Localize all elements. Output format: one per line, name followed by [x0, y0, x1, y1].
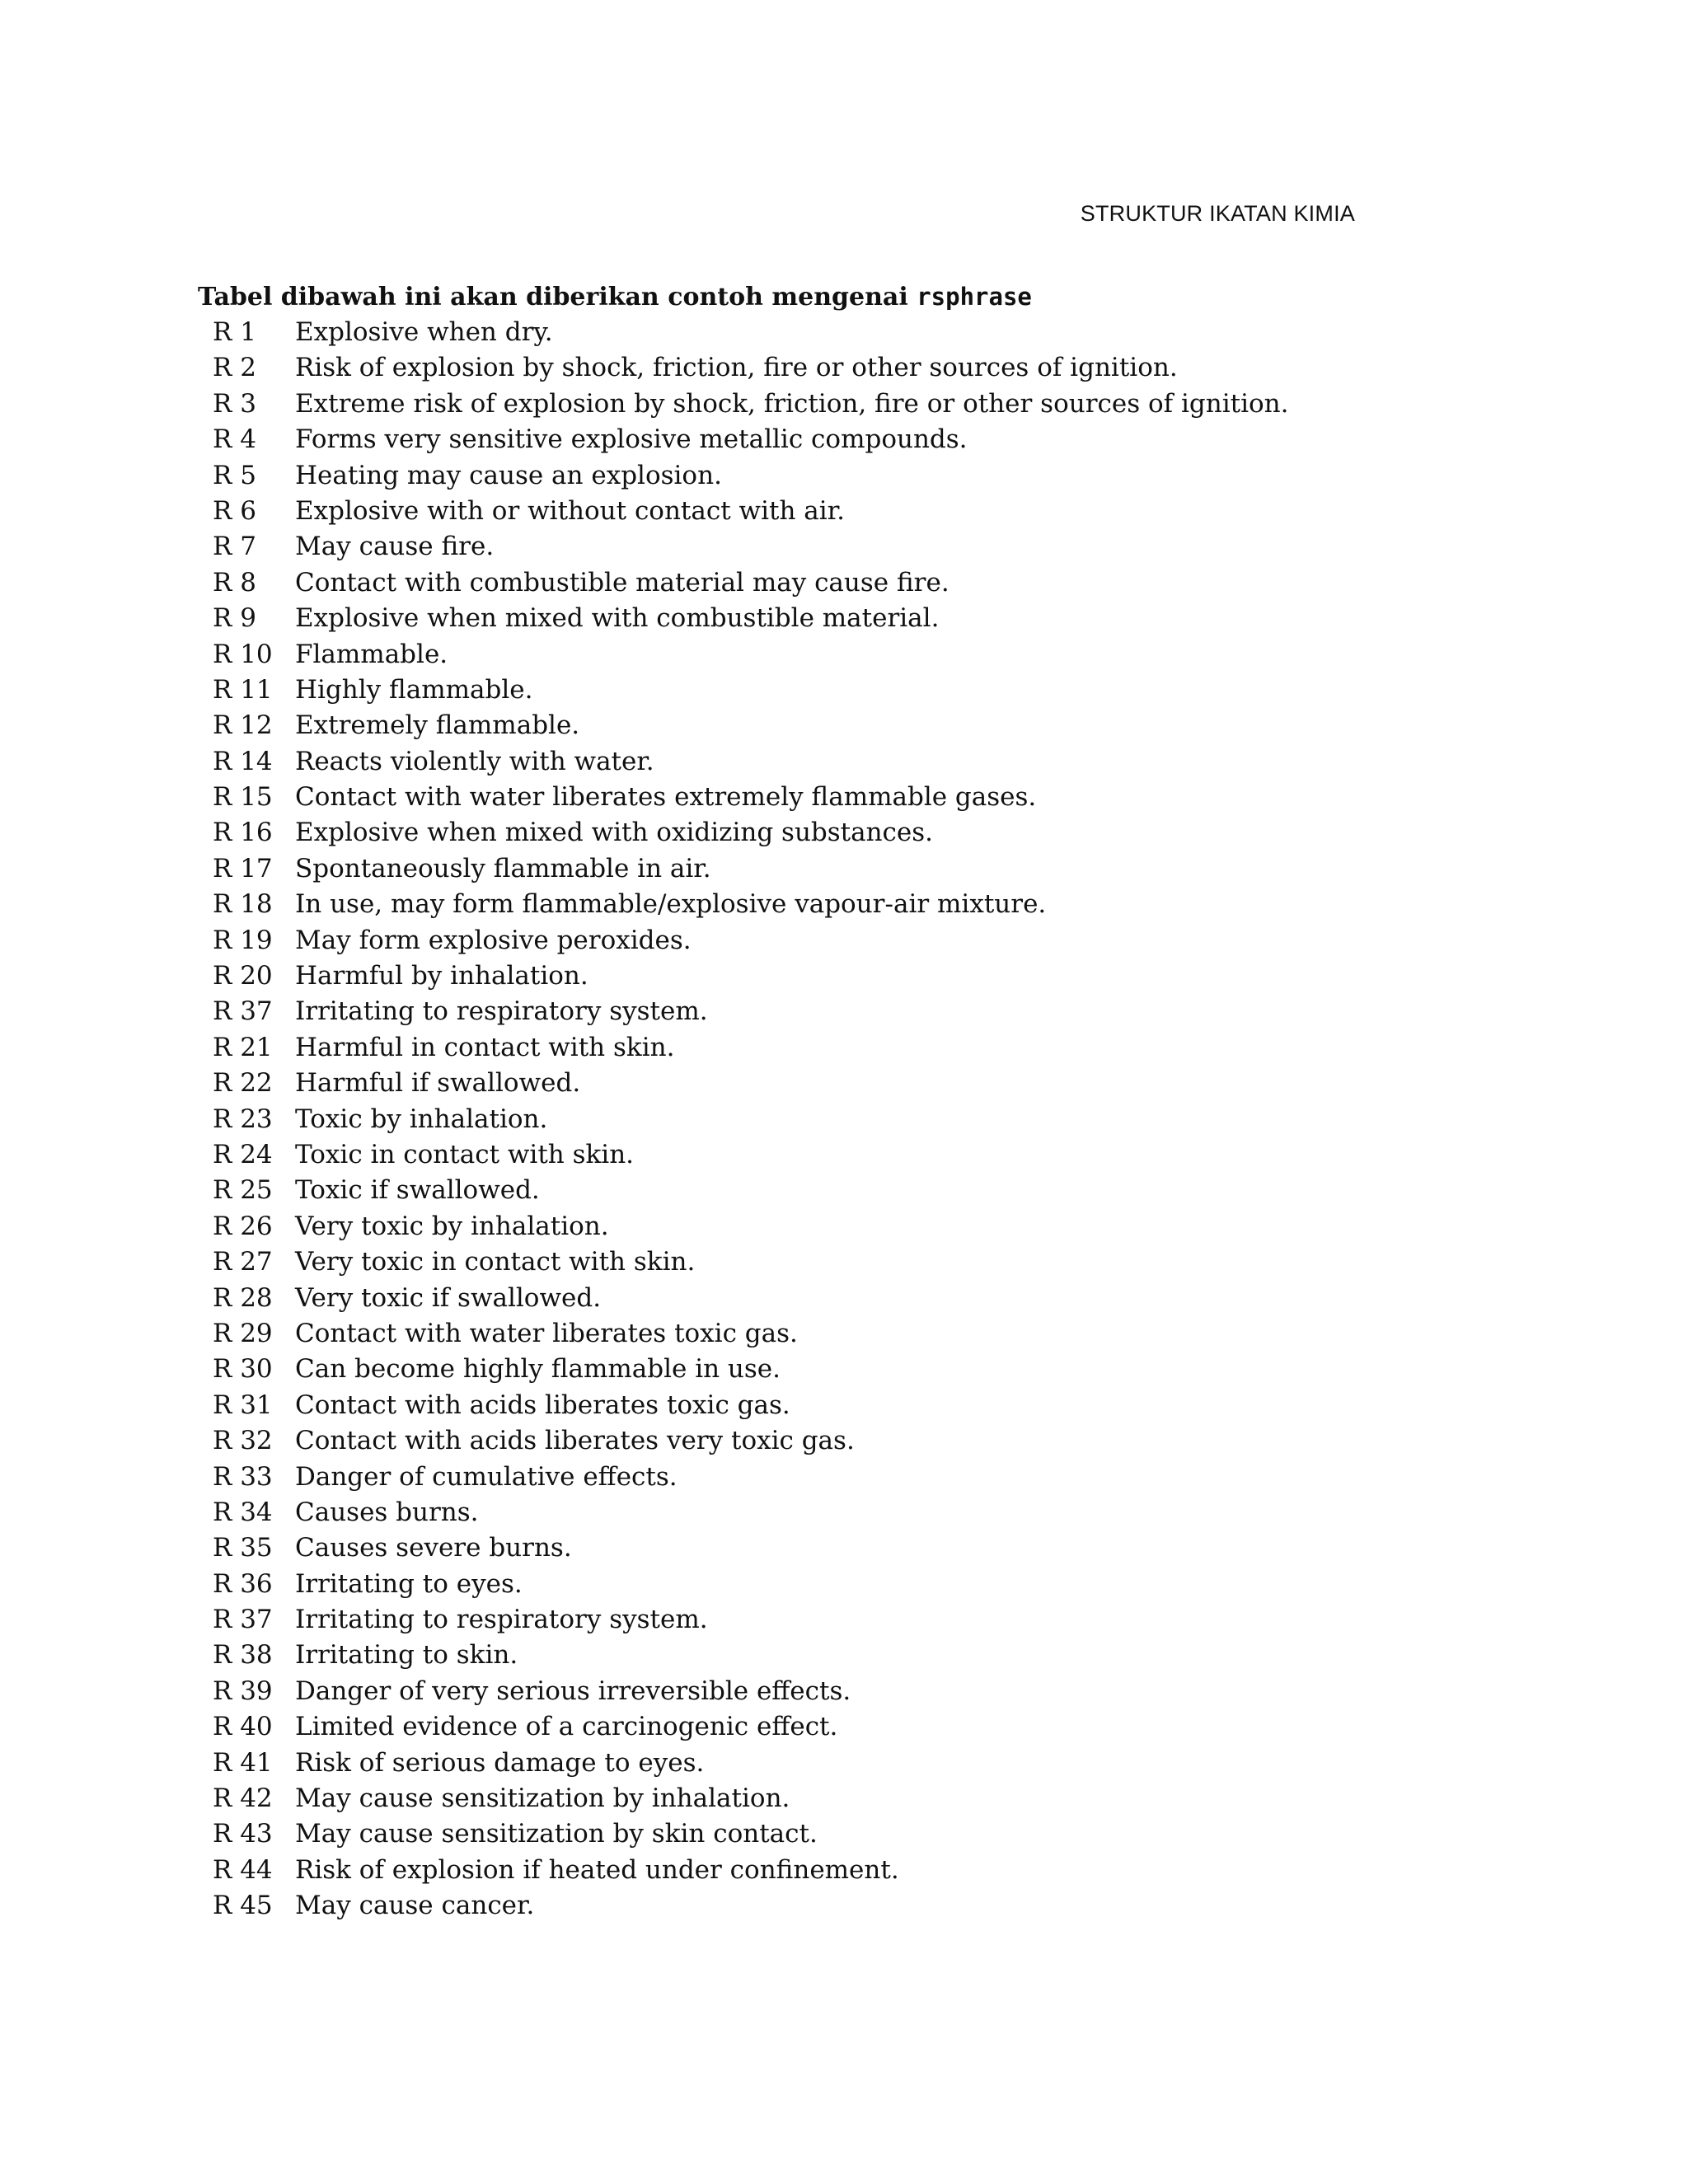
- risk-phrase-code: R 2: [213, 353, 256, 383]
- risk-phrase-code: R 5: [213, 460, 256, 490]
- risk-phrase-code: R 6: [213, 495, 256, 526]
- risk-phrase-item: [198, 387, 1484, 422]
- risk-phrase-code: R 37: [213, 1605, 273, 1635]
- risk-phrase-code: R 38: [213, 1640, 273, 1671]
- risk-phrase-item: [198, 1388, 1484, 1423]
- risk-phrase-text: Very toxic in contact with skin.: [295, 1247, 696, 1277]
- risk-phrase-text: Contact with combustible material may cause fire.: [295, 567, 950, 598]
- risk-phrase-code: R 7: [213, 532, 256, 562]
- risk-phrase-item: [198, 1495, 1484, 1530]
- risk-phrase-text: Harmful if swallowed.: [295, 1068, 581, 1099]
- risk-phrase-text: Causes severe burns.: [295, 1533, 572, 1563]
- risk-phrase-text: Extreme risk of explosion by shock, friction, fire or other sources of ignition.: [295, 388, 1289, 419]
- risk-phrase-code: R 12: [213, 710, 273, 741]
- risk-phrase-item: [198, 1460, 1484, 1495]
- risk-phrase-item: [198, 744, 1484, 780]
- risk-phrase-item: [198, 1674, 1484, 1709]
- risk-phrase-text: Contact with acids liberates very toxic gas.: [295, 1426, 855, 1456]
- risk-phrase-text: Explosive when mixed with combustible material.: [295, 603, 940, 634]
- risk-phrase-code: R 41: [213, 1747, 273, 1778]
- risk-phrase-text: May cause sensitization by inhalation.: [295, 1783, 790, 1814]
- risk-phrase-code: R 11: [213, 674, 273, 705]
- risk-phrase-code: R 44: [213, 1854, 273, 1885]
- risk-phrase-item: [198, 1746, 1484, 1781]
- risk-phrase-text: Limited evidence of a carcinogenic effect.: [295, 1712, 838, 1742]
- risk-phrase-text: Contact with water liberates extremely flammable gases.: [295, 782, 1037, 813]
- risk-phrase-code: R 31: [213, 1390, 273, 1420]
- intro-text: Tabel dibawah ini akan diberikan contoh mengenai: [198, 283, 908, 312]
- risk-phrase-text: In use, may form flammable/explosive vapour-air mixture.: [295, 889, 1047, 920]
- risk-phrase-text: Very toxic by inhalation.: [295, 1211, 609, 1241]
- risk-phrase-code: R 33: [213, 1461, 273, 1492]
- risk-phrase-item: [198, 851, 1484, 887]
- risk-phrase-item: [198, 1530, 1484, 1566]
- risk-phrase-item: [198, 1709, 1484, 1745]
- risk-phrase-item: [198, 1102, 1484, 1137]
- risk-phrase-code: R 19: [213, 925, 273, 955]
- risk-phrase-text: Toxic in contact with skin.: [295, 1139, 635, 1169]
- risk-phrase-item: [198, 1816, 1484, 1852]
- risk-phrase-code: R 45: [213, 1891, 273, 1921]
- risk-phrase-item: [198, 601, 1484, 636]
- risk-phrase-code: R 37: [213, 996, 273, 1027]
- risk-phrase-item: [198, 1281, 1484, 1316]
- risk-phrase-code: R 39: [213, 1675, 273, 1706]
- risk-phrase-item: [198, 1316, 1484, 1352]
- risk-phrase-text: Toxic if swallowed.: [295, 1175, 540, 1206]
- risk-phrase-text: Toxic by inhalation.: [295, 1104, 548, 1134]
- risk-phrase-item: [198, 887, 1484, 922]
- risk-phrase-code: R 27: [213, 1247, 273, 1277]
- risk-phrase-code: R 35: [213, 1533, 273, 1563]
- risk-phrase-text: Extremely flammable.: [295, 710, 580, 741]
- risk-phrase-item: [198, 780, 1484, 815]
- risk-phrase-text: Irritating to eyes.: [295, 1568, 523, 1599]
- risk-phrase-item: [198, 1853, 1484, 1888]
- risk-phrase-code: R 1: [213, 317, 256, 347]
- risk-phrase-code: R 25: [213, 1175, 273, 1206]
- risk-phrase-text: Explosive when mixed with oxidizing substances.: [295, 818, 934, 848]
- risk-phrase-item: [198, 1423, 1484, 1459]
- risk-phrase-item: [198, 815, 1484, 851]
- risk-phrase-text: May cause cancer.: [295, 1891, 535, 1921]
- risk-phrase-text: Irritating to skin.: [295, 1640, 518, 1671]
- risk-phrase-code: R 21: [213, 1032, 273, 1062]
- risk-phrase-code: R 4: [213, 424, 256, 455]
- risk-phrase-code: R 30: [213, 1354, 273, 1385]
- risk-phrase-list: [198, 315, 1484, 1924]
- risk-phrase-code: R 34: [213, 1497, 273, 1527]
- risk-phrase-item: [198, 529, 1484, 565]
- risk-phrase-text: Risk of explosion if heated under confinement.: [295, 1854, 899, 1885]
- risk-phrase-text: Harmful by inhalation.: [295, 961, 588, 991]
- risk-phrase-item: [198, 1567, 1484, 1602]
- risk-phrase-item: [198, 315, 1484, 350]
- risk-phrase-code: R 43: [213, 1819, 273, 1849]
- risk-phrase-item: [198, 494, 1484, 529]
- risk-phrase-text: Can become highly flammable in use.: [295, 1354, 781, 1385]
- risk-phrase-item: [198, 673, 1484, 708]
- risk-phrase-text: Irritating to respiratory system.: [295, 996, 708, 1027]
- risk-phrase-text: Risk of serious damage to eyes.: [295, 1747, 705, 1778]
- risk-phrase-item: [198, 458, 1484, 494]
- risk-phrase-text: Irritating to respiratory system.: [295, 1605, 708, 1635]
- risk-phrase-item: [198, 1066, 1484, 1101]
- risk-phrase-code: R 40: [213, 1712, 273, 1742]
- risk-phrase-code: R 29: [213, 1318, 273, 1348]
- risk-phrase-item: [198, 958, 1484, 994]
- risk-phrase-item: [198, 994, 1484, 1029]
- risk-phrase-item: [198, 1173, 1484, 1208]
- risk-phrase-text: Reacts violently with water.: [295, 746, 654, 776]
- risk-phrase-item: [198, 1137, 1484, 1173]
- risk-phrase-item: [198, 1030, 1484, 1066]
- risk-phrase-code: R 28: [213, 1282, 273, 1313]
- risk-phrase-text: Danger of cumulative effects.: [295, 1461, 678, 1492]
- risk-phrase-code: R 20: [213, 961, 273, 991]
- risk-phrase-item: [198, 637, 1484, 673]
- risk-phrase-code: R 22: [213, 1068, 273, 1099]
- risk-phrase-code: R 24: [213, 1139, 273, 1169]
- risk-phrase-item: [198, 1888, 1484, 1924]
- risk-phrase-item: [198, 565, 1484, 601]
- risk-phrase-item: [198, 1602, 1484, 1638]
- risk-phrase-item: [198, 708, 1484, 743]
- risk-phrase-text: Very toxic if swallowed.: [295, 1282, 602, 1313]
- risk-phrase-code: R 3: [213, 388, 256, 419]
- risk-phrase-item: [198, 422, 1484, 457]
- intro-code: rsphrase: [917, 283, 1032, 311]
- risk-phrase-item: [198, 1638, 1484, 1673]
- risk-phrase-text: Explosive with or without contact with air.: [295, 495, 845, 526]
- risk-phrase-text: May cause fire.: [295, 532, 495, 562]
- risk-phrase-code: R 23: [213, 1104, 273, 1134]
- risk-phrase-text: May cause sensitization by skin contact.: [295, 1819, 818, 1849]
- risk-phrase-text: Heating may cause an explosion.: [295, 460, 722, 490]
- risk-phrase-text: Flammable.: [295, 639, 448, 669]
- risk-phrase-text: Danger of very serious irreversible effects.: [295, 1675, 851, 1706]
- risk-phrase-item: [198, 1209, 1484, 1244]
- risk-phrase-code: R 15: [213, 782, 273, 813]
- risk-phrase-code: R 16: [213, 818, 273, 848]
- risk-phrase-text: Risk of explosion by shock, friction, fire or other sources of ignition.: [295, 353, 1178, 383]
- risk-phrase-code: R 36: [213, 1568, 273, 1599]
- risk-phrase-item: [198, 1244, 1484, 1280]
- risk-phrase-code: R 26: [213, 1211, 273, 1241]
- risk-phrase-text: Causes burns.: [295, 1497, 479, 1527]
- risk-phrase-text: Spontaneously flammable in air.: [295, 853, 711, 883]
- risk-phrase-text: Contact with acids liberates toxic gas.: [295, 1390, 790, 1420]
- risk-phrase-code: R 9: [213, 603, 256, 634]
- risk-phrase-text: Contact with water liberates toxic gas.: [295, 1318, 798, 1348]
- risk-phrase-item: [198, 1352, 1484, 1387]
- risk-phrase-item: [198, 350, 1484, 386]
- risk-phrase-code: R 8: [213, 567, 256, 598]
- risk-phrase-code: R 14: [213, 746, 273, 776]
- risk-phrase-text: Harmful in contact with skin.: [295, 1032, 675, 1062]
- intro-heading: [198, 279, 1484, 315]
- risk-phrase-text: Explosive when dry.: [295, 317, 553, 347]
- risk-phrase-item: [198, 923, 1484, 958]
- risk-phrase-item: [198, 1781, 1484, 1816]
- risk-phrase-text: Highly flammable.: [295, 674, 533, 705]
- risk-phrase-code: R 32: [213, 1426, 273, 1456]
- document-body: [198, 279, 1484, 1924]
- risk-phrase-code: R 17: [213, 853, 273, 883]
- risk-phrase-text: May form explosive peroxides.: [295, 925, 692, 955]
- risk-phrase-code: R 42: [213, 1783, 273, 1814]
- running-header: STRUKTUR IKATAN KIMIA: [1080, 201, 1355, 226]
- risk-phrase-code: R 10: [213, 639, 273, 669]
- risk-phrase-text: Forms very sensitive explosive metallic compounds.: [295, 424, 968, 455]
- risk-phrase-code: R 18: [213, 889, 273, 920]
